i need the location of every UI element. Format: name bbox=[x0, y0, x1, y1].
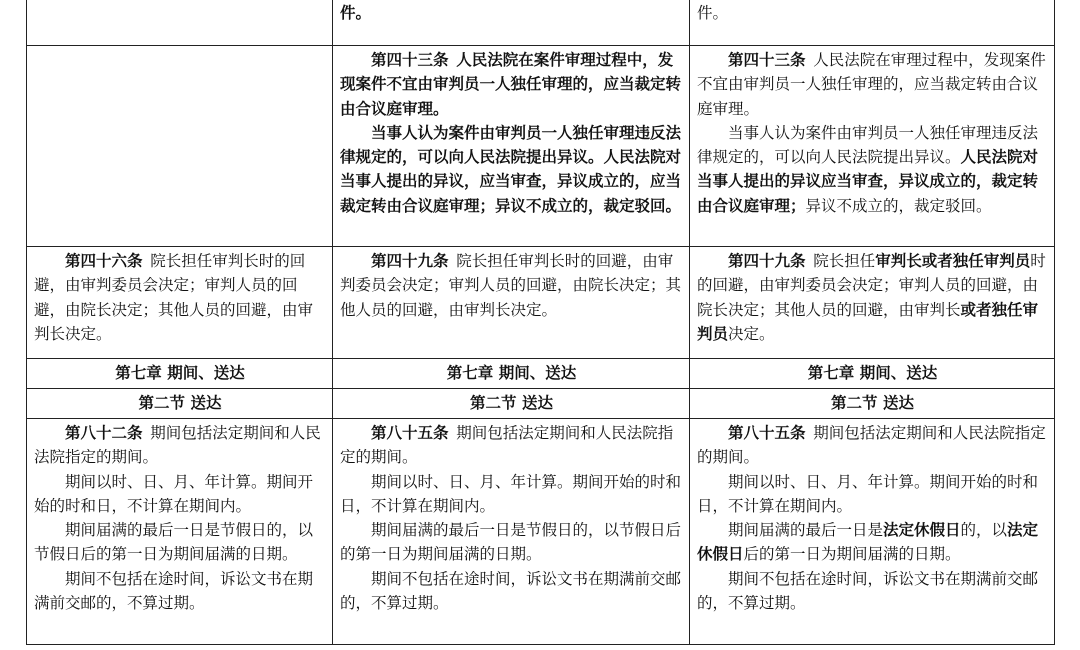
emphasis-text: 人民法院对当事人提出的异议应当审查，异议成立的，裁定转由合议庭审理； bbox=[697, 148, 1039, 215]
emphasis-text: 法定休假日 bbox=[883, 521, 961, 540]
cell-col1 bbox=[27, 0, 333, 46]
table-row bbox=[27, 0, 1055, 46]
paragraph bbox=[697, 421, 1048, 470]
article-text: 异议不成立的，裁定驳回。 bbox=[805, 196, 992, 215]
cell-col1 bbox=[27, 247, 333, 359]
article-text: 后的第一日为期间届满的日期。 bbox=[743, 545, 961, 564]
article-number: 第四十三条 bbox=[371, 51, 449, 69]
article-text: 人民法院在审理过程中，发现案件不宜由审判员一人独任审理的，应当裁定转由合议庭审理。 bbox=[697, 51, 1046, 118]
cell-col3 bbox=[690, 247, 1055, 359]
chapter-heading: 第七章 期间、送达 bbox=[333, 359, 690, 389]
cell-col2 bbox=[333, 0, 690, 46]
paragraph: 期间不包括在途时间，诉讼文书在期满前交邮的，不算过期。 bbox=[340, 569, 682, 613]
table-row bbox=[27, 46, 1055, 247]
article-text: 决定。 bbox=[728, 324, 775, 343]
article-text: 期间包括法定期间和人民法院指定的期间。 bbox=[34, 424, 321, 467]
cell-text: 件。 bbox=[697, 4, 729, 22]
cell-col3 bbox=[690, 46, 1055, 247]
article-text: 院长担任 bbox=[813, 252, 876, 270]
paragraph bbox=[340, 48, 683, 121]
paragraph: 期间以时、日、月、年计算。期间开始的时和日，不计算在期间内。 bbox=[340, 472, 682, 515]
article-number: 第四十六条 bbox=[65, 252, 143, 270]
table-row bbox=[27, 247, 1055, 359]
section-heading: 第二节 送达 bbox=[333, 389, 690, 419]
paragraph: 期间以时、日、月、年计算。期间开始的时和日，不计算在期间内。 bbox=[697, 472, 1039, 515]
paragraph: 当事人认为案件由审判员一人独任审理违反法律规定的，可以向人民法院提出异议。人民法院对当事人提出的异议，应当审查，异议成立的，应当裁定转由合议庭审理；异议不成立的，裁定驳回。 bbox=[340, 123, 682, 215]
cell-col3 bbox=[690, 0, 1055, 46]
section-heading: 第二节 送达 bbox=[690, 389, 1055, 419]
paragraph bbox=[34, 421, 326, 470]
article-text: 院长担任审判长时的回避，由审判委员会决定；审判人员的回避，由院长决定；其他人员的回避，由审判长决定。 bbox=[340, 252, 682, 319]
paragraph bbox=[697, 48, 1048, 121]
chapter-heading: 第七章 期间、送达 bbox=[27, 359, 333, 389]
article-text: 的，以 bbox=[960, 521, 1008, 540]
article-text: 人民法院在案件审理过程中，发现案件不宜由审判员一人独任审理的，应当裁定转由合议庭审理。 bbox=[340, 51, 682, 118]
paragraph bbox=[340, 421, 683, 470]
paragraph bbox=[340, 249, 683, 322]
article-text: 当事人认为案件由审判员一人独任审理违反法律规定的，可以向人民法院提出异议。 bbox=[697, 123, 1039, 167]
paragraph: 期间不包括在途时间，诉讼文书在期满前交邮的，不算过期。 bbox=[34, 569, 314, 613]
chapter-heading: 第七章 期间、送达 bbox=[690, 359, 1055, 389]
paragraph bbox=[697, 121, 1048, 218]
article-text: 期间届满的最后一日是 bbox=[728, 521, 884, 540]
article-number: 第八十五条 bbox=[371, 424, 449, 442]
comparison-table bbox=[26, 0, 1055, 645]
article-text: 期间包括法定期间和人民法院指定的期间。 bbox=[340, 424, 674, 467]
section-heading: 第二节 送达 bbox=[27, 389, 333, 419]
table-row bbox=[27, 389, 1055, 419]
paragraph bbox=[697, 249, 1048, 346]
emphasis-text: 或者独任审判员 bbox=[697, 300, 1039, 343]
cell-col1 bbox=[27, 46, 333, 247]
article-number: 第四十九条 bbox=[728, 252, 806, 270]
cell-col1 bbox=[27, 419, 333, 645]
paragraph bbox=[34, 249, 326, 346]
article-text: 时的回避，由审判委员会决定；审判人员的回避，由院长决定；其他人员的回避，由审判长 bbox=[697, 252, 1046, 319]
paragraph: 期间届满的最后一日是节假日的，以节假日后的第一日为期间届满的日期。 bbox=[34, 521, 314, 564]
cell-col2 bbox=[333, 46, 690, 247]
emphasis-text: 审判长或者独任审判员 bbox=[875, 252, 1031, 270]
article-number: 第四十三条 bbox=[728, 51, 806, 69]
emphasis-text: 法定休假日 bbox=[697, 521, 1039, 564]
table-row bbox=[27, 419, 1055, 645]
cell-col2 bbox=[333, 247, 690, 359]
paragraph: 期间届满的最后一日是节假日的，以节假日后的第一日为期间届满的日期。 bbox=[340, 521, 682, 564]
article-text: 期间包括法定期间和人民法院指定的期间。 bbox=[697, 424, 1046, 467]
cell-col3 bbox=[690, 419, 1055, 645]
article-number: 第八十五条 bbox=[728, 424, 806, 442]
article-number: 第四十九条 bbox=[371, 252, 449, 270]
paragraph: 期间以时、日、月、年计算。期间开始的时和日，不计算在期间内。 bbox=[34, 472, 314, 515]
cell-col2 bbox=[333, 419, 690, 645]
table-row bbox=[27, 359, 1055, 389]
article-number: 第八十二条 bbox=[65, 424, 143, 442]
article-text: 院长担任审判长时的回避，由审判委员会决定；审判人员的回避，由院长决定；其他人员的回避，由审判长决定。 bbox=[34, 252, 314, 343]
cell-text: 件。 bbox=[340, 4, 372, 22]
paragraph bbox=[697, 518, 1048, 567]
paragraph: 期间不包括在途时间，诉讼文书在期满前交邮的，不算过期。 bbox=[697, 569, 1039, 613]
